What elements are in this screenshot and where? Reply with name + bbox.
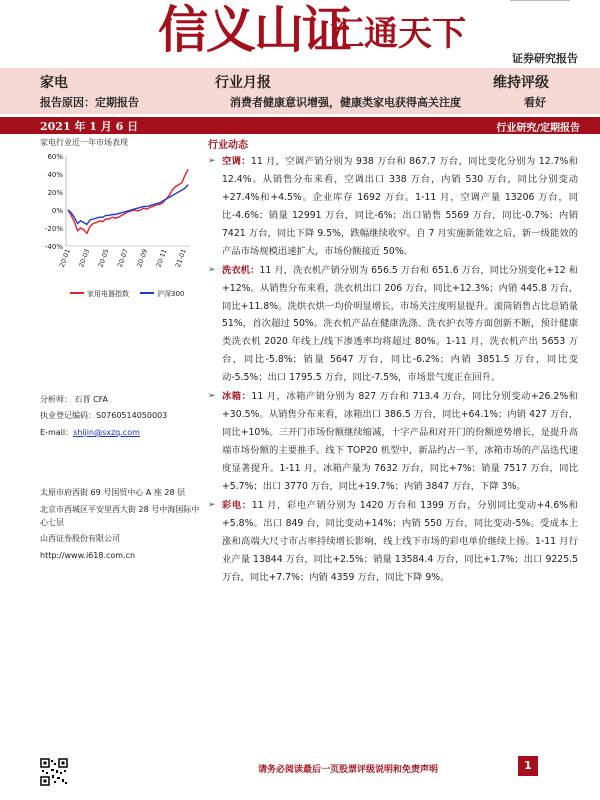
data-point — [109, 215, 110, 216]
data-point — [83, 229, 84, 230]
data-point — [83, 222, 84, 223]
data-point — [140, 207, 141, 208]
data-point — [131, 210, 132, 211]
date-bar — [0, 117, 600, 134]
industry-name: 家电 — [40, 75, 68, 91]
data-point — [181, 183, 182, 184]
data-point — [118, 213, 119, 214]
data-point — [172, 195, 173, 196]
data-point — [77, 223, 78, 224]
bullet-arrow-icon: ➢ — [208, 391, 216, 402]
data-point — [165, 199, 166, 200]
data-point — [146, 209, 147, 210]
y-tick-label: 20% — [47, 189, 63, 197]
series-line-1 — [68, 185, 188, 225]
qr-code-icon — [40, 758, 68, 786]
data-point — [162, 202, 163, 203]
data-point — [93, 223, 94, 224]
data-point — [74, 221, 75, 222]
data-point — [159, 202, 160, 203]
analyst-name: 分析师： 石晋 CFA — [40, 395, 109, 404]
data-point — [68, 210, 69, 211]
data-point — [178, 184, 179, 185]
data-point — [80, 228, 81, 229]
data-point — [109, 219, 110, 220]
report-kind: 行业月报 — [215, 75, 271, 91]
report-headline: 消费者健康意识增强，健康类家电获得高关注度 — [230, 96, 461, 109]
data-point — [124, 211, 125, 212]
data-point — [128, 210, 129, 211]
data-point — [184, 175, 185, 176]
item-text: 11 月，洗衣机产销分别为 656.5 万台和 651.6 万台，同比分别变化+12 和+12%。从销售分布来看，洗衣机出口 206 万台，同比+12.3%；内销 445.8 万台，同比+11.8%。洗烘衣烘一均价明显增长，市场关注度明显提升。滚筒销售占比总销量 51%，首次超过 50%。洗衣机产品在健康洗涤、洗衣护衣等方面创新不断，预计健康类洗衣机 2020 年线上/线下渗透率均将超过 80%。1-11 月，洗衣机产出 5653 万台，同比-5.8%；销量 5647 万台，同比-6.2%；内销 3851.5 万台，同比变动-5.5%；出口 1795.5 万台，同比-7.5%，市场景气度正在回升。 — [222, 264, 578, 384]
report-category: 行业研究/定期报告 — [496, 123, 580, 134]
data-point — [99, 220, 100, 221]
rating-value: 看好 — [524, 96, 546, 109]
data-point — [153, 206, 154, 207]
banner-slogan-part2: 汇通天下 — [330, 14, 466, 54]
data-point — [150, 205, 151, 206]
chart-title: 家电行业近一年市场表现 — [40, 138, 128, 147]
dynamics-item-ac — [208, 153, 578, 261]
data-point — [175, 186, 176, 187]
dynamics-item-fridge — [208, 388, 578, 496]
data-point — [156, 203, 157, 204]
analyst-email-link[interactable]: shijin@sxzq.com — [73, 427, 140, 437]
data-point — [96, 222, 97, 223]
data-point — [115, 214, 116, 215]
y-tick-label: 60% — [47, 153, 63, 161]
data-point — [71, 215, 72, 216]
data-point — [184, 188, 185, 189]
banner-corner-line — [510, 0, 570, 4]
data-point — [124, 213, 125, 214]
company-address — [40, 487, 205, 567]
data-point — [112, 217, 113, 218]
data-point — [169, 197, 170, 198]
data-point — [80, 220, 81, 221]
item-text: 11 月，冰箱产销分别为 827 万台和 713.4 万台，同比分别变动+26.2%和+30.5%。从销售分布来看，冰箱出口 386.5 万台，同比+64.1%；内销 427 万台，同比+10%。三开门市场份额继续缩减，十字产品和对开门的份额逆势增长，是提升高端市场份额的主要推手。线下 TOP20 机型中，新品约占一半，冰箱市场的产品迭代速度显著提升。1-11 月，冰箱产量为 7632 万台，同比+7%；销量 7517 万台，同比+5.7%；出口 3770 万台，同比+19.7%；内销 3847 万台，下降 3%。 — [222, 391, 578, 492]
disclaimer-notice: 请务必阅读最后一页股票评级说明和免责声明 — [258, 765, 439, 775]
x-tick-label: 20-03 — [77, 247, 92, 269]
analyst-info — [40, 395, 200, 444]
x-tick-label: 20-07 — [115, 247, 130, 269]
report-type-label: 证券研究报告 — [512, 52, 578, 65]
data-point — [143, 208, 144, 209]
data-point — [86, 224, 87, 225]
item-text: 11 月，彩电产销分别为 1420 万台和 1399 万台，分别同比变动+4.6%和+5.8%。出口 849 台，同比变动+14%；内销 550 万台，同比变动-5%。受成本上涨和高端大尺寸市占率持续增长影响，线上线下市场的彩电单价继续上扬。1-11 月行业产量 13844 万台，同比+2.5%；销量 13584.4 万台，同比+1.7%；出口 9225.5 万台，同比+7.7%；内销 4359 万台，同比下降 9%。 — [222, 499, 578, 583]
data-point — [121, 215, 122, 216]
data-point — [96, 218, 97, 219]
data-point — [137, 210, 138, 211]
item-label: 空调： — [222, 156, 251, 167]
item-text: 11 月，空调产销分别为 938 万台和 867.7 万台，同比变化分别为 12.7%和 12.4%。从销售分布来看，空调出口 338 万台，内销 530 万台，同比分别变动+27.4%和+4.5%。企业库存 1692 万台。1-11 月，空调产量 13206 万台，同比-4.6%；销量 12991 万台，同比-6%；出口销售 5569 万台，同比-0.7%；内销 7421 万台，同比下降 9.5%，跌幅继续收窄。自 7 月实施新能效之后，新一级能效的产品市场规模迅速扩大，市场份额接近 50%。 — [222, 156, 578, 257]
dynamics-item-tv — [208, 497, 578, 587]
report-header — [0, 68, 600, 114]
industry-dynamics — [208, 136, 578, 588]
legend-label: 家用电器指数 — [87, 290, 129, 298]
x-tick-label: 21-01 — [173, 247, 188, 269]
data-point — [175, 193, 176, 194]
banner-slogan-part1: 信义山证 — [158, 0, 350, 59]
item-label: 冰箱： — [222, 391, 252, 403]
data-point — [74, 217, 75, 218]
data-point — [178, 192, 179, 193]
y-tick-label: -40% — [44, 243, 63, 251]
data-point — [137, 208, 138, 209]
x-tick-label: 20-01 — [57, 247, 72, 269]
market-chart-panel — [40, 137, 200, 310]
data-point — [172, 190, 173, 191]
data-point — [188, 169, 189, 170]
address-taiyuan: 太原市府西街 69 号国贸中心 A 座 28 层 — [40, 488, 186, 497]
legend-label: 沪深300 — [157, 290, 185, 298]
x-tick-label: 20-05 — [96, 247, 111, 269]
data-point — [134, 209, 135, 210]
performance-chart-svg — [40, 150, 200, 310]
banner — [0, 0, 600, 68]
section-heading: 行业动态 — [208, 140, 248, 151]
company-name: 山西证券股份有限公司 — [40, 534, 120, 544]
address-beijing: 北京市西城区平安里西大街 28 号中海国际中心七层 — [40, 504, 200, 527]
data-point — [153, 204, 154, 205]
data-point — [77, 230, 78, 231]
analyst-email-row — [40, 428, 200, 438]
y-tick-label: 40% — [47, 171, 63, 179]
data-point — [162, 201, 163, 202]
data-point — [86, 233, 87, 234]
data-point — [102, 221, 103, 222]
data-point — [105, 215, 106, 216]
data-point — [150, 207, 151, 208]
bullet-arrow-icon: ➢ — [208, 499, 216, 510]
data-point — [181, 190, 182, 191]
analyst-registration: 执业登记编码：S0760514050003 — [40, 411, 168, 421]
data-point — [90, 219, 91, 220]
page-number: 1 — [518, 756, 538, 776]
item-label: 彩电： — [222, 499, 252, 511]
email-label: E-mail： — [40, 427, 74, 437]
data-point — [112, 214, 113, 215]
data-point — [102, 217, 103, 218]
y-tick-label: -20% — [44, 225, 63, 233]
data-point — [121, 212, 122, 213]
data-point — [140, 210, 141, 211]
market-performance-chart — [40, 150, 200, 310]
dynamics-item-washer — [208, 262, 578, 388]
x-tick-label: 20-09 — [135, 247, 150, 269]
data-point — [146, 206, 147, 207]
bullet-arrow-icon: ➢ — [208, 264, 216, 275]
report-date: 2021 年 1 月 6 日 — [40, 120, 139, 133]
x-tick-label: 20-11 — [154, 247, 169, 269]
data-point — [90, 226, 91, 227]
data-point — [188, 184, 189, 185]
page-footer — [0, 748, 600, 800]
item-label: 洗衣机： — [222, 264, 260, 276]
data-point — [159, 204, 160, 205]
data-point — [99, 217, 100, 218]
data-point — [105, 219, 106, 220]
company-website[interactable]: http://www.i618.com.cn — [40, 551, 136, 561]
rating-label: 维持评级 — [493, 75, 549, 91]
data-point — [71, 212, 72, 213]
data-point — [143, 206, 144, 207]
data-point — [169, 195, 170, 196]
data-point — [93, 219, 94, 220]
bullet-arrow-icon: ➢ — [208, 156, 216, 166]
data-point — [118, 217, 119, 218]
report-reason: 报告原因：定期报告 — [40, 96, 139, 109]
y-tick-label: 0% — [51, 207, 63, 215]
data-point — [115, 218, 116, 219]
